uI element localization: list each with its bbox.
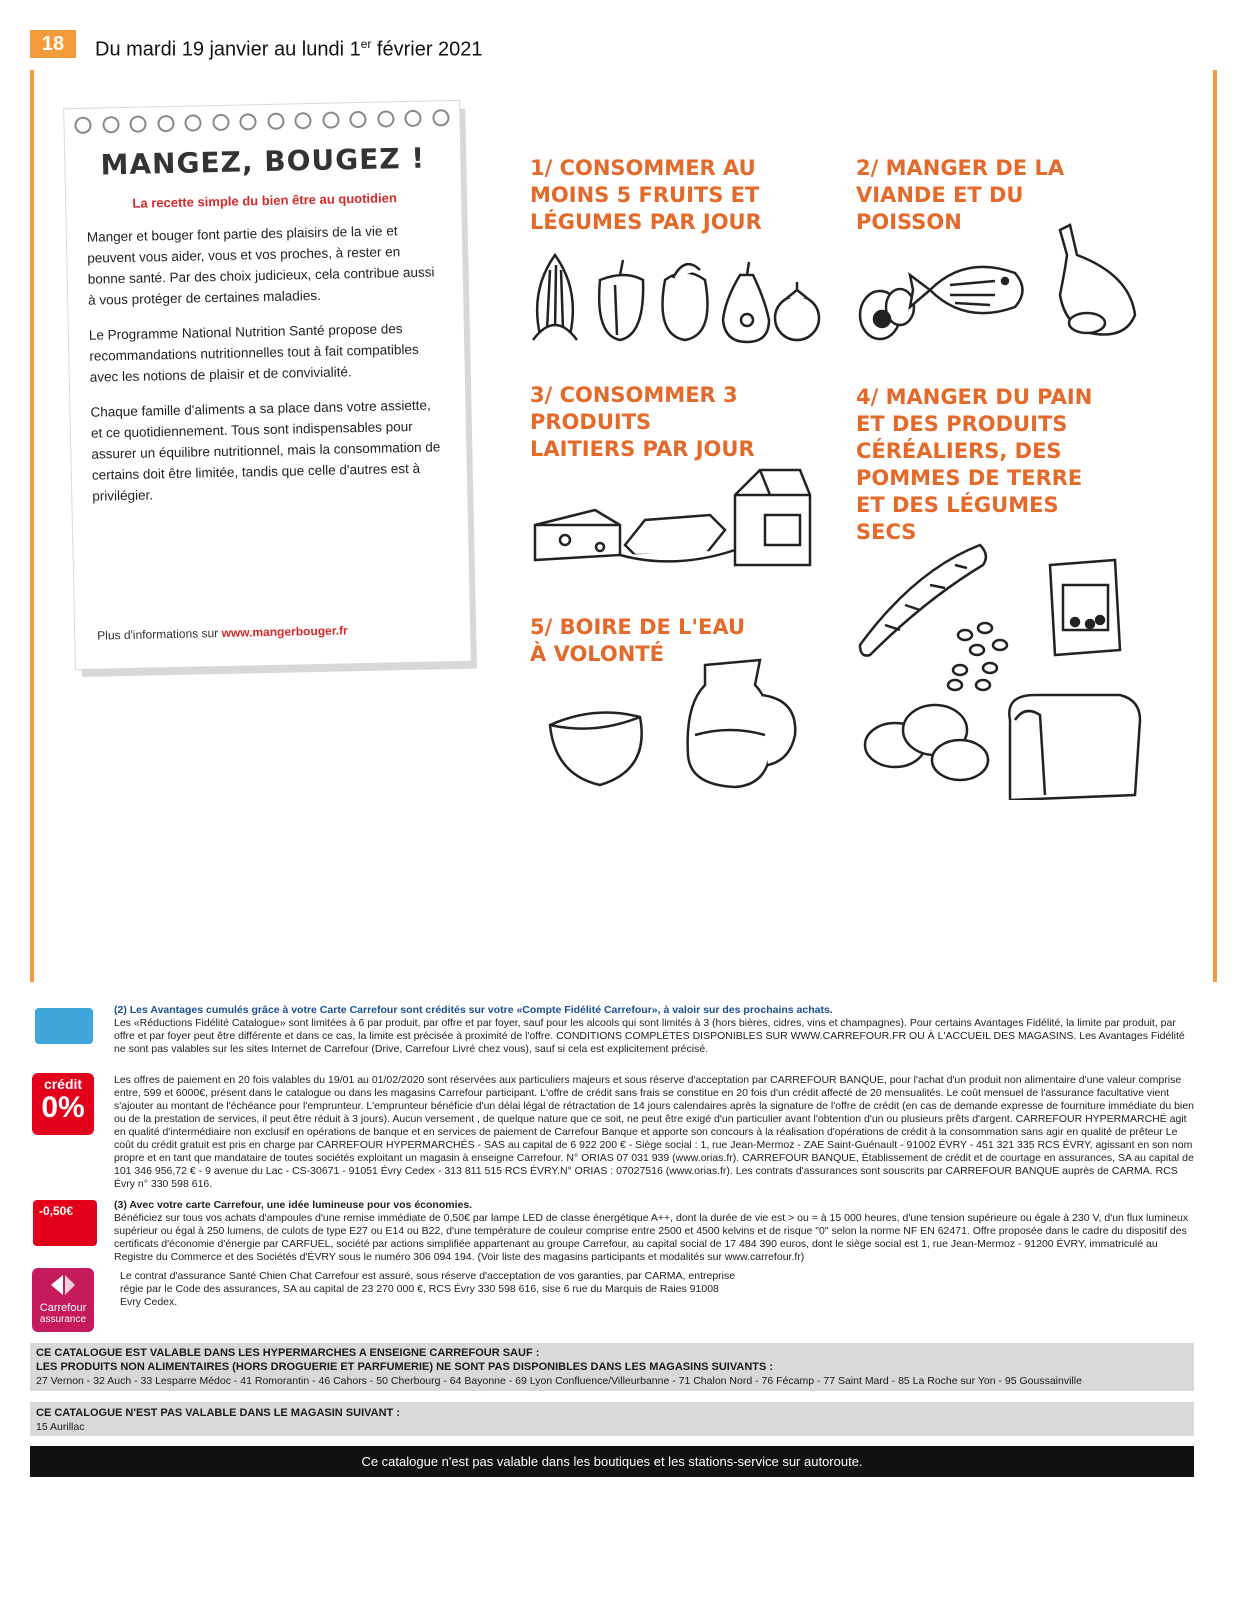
fidelity-terms (114, 1004, 1199, 1056)
ring-icon (184, 114, 201, 131)
catalogue-validity-box (30, 1343, 1194, 1391)
led-terms (114, 1199, 1199, 1264)
cereals-illustration (855, 540, 1145, 800)
section-fruits-title: 1/ CONSOMMER AU MOINS 5 FRUITS ET LÉGUMES PAR JOUR (530, 156, 762, 234)
page-number: 18 (30, 30, 76, 58)
assurance-terms: Le contrat d'assurance Santé Chien Chat Carrefour est assuré, sous réserve d'acceptation de vos garanties, par CARMA, entreprise régie par le Code des assurances, SA au capital de 23 270 000 €, RCS Évry 330 598 616, sise 6 rue du Marquis de Raies 91008 Evry Cedex. (120, 1270, 736, 1308)
ring-icon (377, 110, 394, 127)
eggplant-icon (663, 264, 708, 340)
led-body: Bénéficiez sur tous vos achats d'ampoules d'une remise immédiate de 0,50€ par lampe LED de classe énergétique A++, dont la durée de vie est > ou = à 15 000 heures, d'une tension supérieure ou égale à 230 V, d'un flux lumineux supérieur ou égal à 250 lumens, de culots de type E27 ou E14 ou B22, d'une température de couleur comprise entre 2500 et 4500 kelvins et de risque "0" selon la norme NF EN 62471. Offre proposée dans le cadre du dispositif des certificats d'économie d'énergie par CARFUEL, société par actions simplifiée appartenant au groupe Carrefour, au capital social de 17 484 390 euros, dont le siège social est 1, rue Jean-Mermoz - 91200 ÉVRY, immatriculé au Registre du Commerce et des Sociétés d'ÉVRY sous le numéro 306 094 194. (Voir liste des magasins participants et modalités sur www.carrefour.fr) (114, 1212, 1189, 1263)
meat-fish-illustration (855, 215, 1145, 345)
water-jug-icon (688, 660, 796, 787)
milk-carton-icon (735, 470, 810, 565)
fish-icon (910, 267, 1023, 313)
section-water-title: 5/ BOIRE DE L'EAU À VOLONTÉ (530, 615, 745, 666)
frame-border-left (30, 70, 34, 982)
section-cereals-title: 4/ MANGER DU PAIN ET DES PRODUITS CÉRÉALIERS, DES POMMES DE TERRE ET DES LÉGUMES SECS (856, 385, 1093, 544)
validity-line-1: CE CATALOGUE EST VALABLE DANS LES HYPERMARCHES A ENSEIGNE CARREFOUR SAUF : (36, 1347, 540, 1359)
spiral-rings (74, 109, 449, 139)
date-sup: er (360, 37, 372, 51)
date-prefix: Du mardi 19 janvier au lundi 1 (95, 38, 361, 61)
butter-icon (620, 515, 735, 561)
more-info-prefix: Plus d'informations sur (97, 626, 222, 643)
date-suffix: février 2021 (371, 38, 483, 61)
ring-icon (350, 111, 367, 128)
ring-icon (239, 113, 256, 130)
notepad-paragraph: Manger et bouger font partie des plaisirs de la vie et peuvent vous aider, vous et vos proches, à rester en bonne santé. Par des choix judicieux, cela contribue aussi à vous protéger de certaines maladies. (86, 223, 435, 308)
credit-badge-label: crédit (43, 1076, 83, 1092)
led-badge-amount: -0,50€ (39, 1204, 74, 1218)
notepad-paragraph: Chaque famille d'aliments a sa place dans votre assiette, et ce quotidiennement. Tous sont indispensables pour assurer un équilibre nutritionnel, mais la consommation de certains doit être limitée, tandis que celle d'autres est à privilégier. (90, 397, 441, 504)
date-range (95, 30, 483, 64)
ring-icon (295, 112, 312, 129)
excluded-store: 15 Aurillac (36, 1421, 85, 1433)
ring-icon (102, 116, 119, 133)
notepad-paragraph: Le Programme National Nutrition Santé propose des recommandations nutritionnelles tout à fait compatibles avec les notions de plaisir et de convivialité. (88, 321, 419, 385)
egg-icon (860, 289, 914, 339)
ring-icon (74, 117, 91, 134)
ring-icon (267, 113, 284, 130)
exclusion-line-1: CE CATALOGUE N'EST PAS VALABLE DANS LE MAGASIN SUIVANT : (36, 1407, 400, 1419)
ring-icon (405, 110, 422, 127)
bread-loaf-icon (1009, 695, 1140, 800)
more-info (97, 623, 348, 642)
store-list: 27 Vernon - 32 Auch - 33 Lesparre Médoc - 41 Romorantin - 46 Cahors - 50 Cherbourg - 64 Bayonne - 69 Lyon Confluence/Villeurbanne - 71 Chalon Nord - 76 Fécamp - 77 Saint Mard - 85 La Roche sur Yon - 95 Goussainville (36, 1375, 1082, 1387)
ring-icon (212, 114, 229, 131)
corn-icon (533, 255, 577, 340)
mangerbouger-link[interactable]: www.mangerbouger.fr (221, 623, 348, 641)
ring-icon (432, 109, 449, 126)
validity-line-2: LES PRODUITS NON ALIMENTAIRES (HORS DROGUERIE ET PARFUMERIE) NE SONT PAS DISPONIBLES DANS LES MAGASINS SUIVANTS : (36, 1361, 774, 1373)
motorway-notice-bar: Ce catalogue n'est pas valable dans les boutiques et les stations-service sur autoroute. (30, 1446, 1194, 1477)
ring-icon (129, 115, 146, 132)
carrefour-assurance-logo (32, 1268, 94, 1332)
catalogue-exclusion-box (30, 1402, 1194, 1436)
logo-line-2: assurance (39, 1314, 87, 1325)
notepad-title: MANGEZ, BOUGEZ ! (100, 141, 426, 182)
cereal-box-icon (1050, 560, 1120, 655)
frame-border-right (1213, 70, 1217, 982)
section-meat-title: 2/ MANGER DE LA VIANDE ET DU POISSON (856, 156, 1065, 234)
credit-zero-badge (32, 1073, 94, 1135)
led-discount-badge (33, 1200, 97, 1246)
dairy-illustration (525, 455, 825, 575)
pear-icon (723, 262, 769, 342)
water-illustration (540, 655, 810, 795)
ring-icon (157, 115, 174, 132)
carrefour-card-icon (35, 1008, 93, 1044)
bowl-icon (550, 713, 642, 786)
fidelity-body: Les «Réductions Fidélité Catalogue» sont limitées à 6 par produit, par offre et par foyer, sauf pour les alcools qui sont limités à 3 (hors bières, cidres, vins et champagnes). Pour certains Avantages Fidélité, la limite par produit, par offre et par foyer peut être différente et dans ce cas, la limite est précisée à proximité de l'offre. CONDITIONS COMPLÈTES DISPONIBLES SUR WWW.CARREFOUR.FR OU À L'ACCUEIL DES MAGASINS. Les Avantages Fidélité ne sont pas valables sur les sites Internet de Carrefour (Drive, Carrefour Livré chez vous), sauf si cela est explicitement précisé. (114, 1017, 1185, 1055)
ring-icon (322, 111, 339, 128)
led-headline: (3) Avec votre carte Carrefour, une idée lumineuse pour vos économies. (114, 1199, 473, 1211)
tomato-icon (775, 282, 819, 340)
credit-badge-rate: 0% (41, 1091, 85, 1124)
fruits-vegetables-illustration (525, 240, 825, 350)
notepad-body (87, 219, 446, 520)
notepad-card (64, 101, 471, 669)
ham-icon (1060, 225, 1135, 335)
potatoes-icon (865, 705, 988, 780)
section-dairy-title: 3/ CONSOMMER 3 PRODUITS LAITIERS PAR JOUR (530, 383, 755, 461)
notepad-subtitle: La recette simple du bien être au quotidien (132, 190, 397, 211)
carrefour-logo-icon (48, 1273, 78, 1297)
lentils-icon (948, 623, 1007, 690)
fidelity-headline: (2) Les Avantages cumulés grâce à votre Carte Carrefour sont crédités sur votre «Compte Fidélité Carrefour», à valoir sur des prochains achats. (114, 1004, 833, 1016)
pepper-icon (599, 260, 643, 340)
cheese-icon (535, 510, 620, 560)
logo-line-1: Carrefour (39, 1302, 87, 1314)
credit-terms: Les offres de paiement en 20 fois valables du 19/01 au 01/02/2020 sont réservées aux particuliers majeurs et sous réserve d'acceptation par CARREFOUR BANQUE, pour l'achat d'un produit non alimentaire d'une valeur comprise entre, 599 et 6000€, présent dans le catalogue ou dans les magasins Carrefour participant. L'offre de crédit sans frais se constitue en 20 fois d'un crédit affecté de 20 mensualités. Le coût mensuel de l'assurance facultative vient s'ajouter au montant de l'échéance pour l'emprunteur. L'emprunteur bénéficie d'un délai légal de rétractation de 14 jours calendaires après la signature de l'offre de crédit (en cas de demande expresse de fourniture immédiate du bien ou de la prestation de services, il peut être réduit à 3 jours). Aucun versement , de quelque nature que ce soit, ne peut être exigé d'un particulier avant l'obtention d'un ou plusieurs prêts d'argent. CARREFOUR HYPERMARCHÉ agit en qualité d'intermédiaire non exclusif en opérations de banque et en services de paiement de Carrefour Banque et apporte son concours à la réalisation d'opérations de crédit à la consommation sans agir en qualité de prêteur Le coût du crédit gratuit est pris en charge par CARREFOUR HYPERMARCHÉS - SAS au capital de 6 922 200 € - Siège social : 1, rue Jean-Mermoz - ZAE Saint-Guénault - 91002 ÉVRY - 451 321 335 RCS ÉVRY, agissant en son nom propre et en tant que mandataire de toutes sociétés exploitant un magasin à enseigne Carrefour. N° ORIAS 07 031 939 (www.orias.fr). CARREFOUR BANQUE, Établissement de crédit et de courtage en assurances, SA au capital de 101 346 956,72 € - 9 avenue du Lac - CS-30671 - 91051 Évry Cedex - 313 811 515 RCS ÉVRY.N° ORIAS : 07027516 (www.orias.fr). Les contrats d'assurances sont souscrits par CARREFOUR BANQUE auprès de CARMA. RCS Évry n° 330 598 616. (114, 1074, 1194, 1190)
